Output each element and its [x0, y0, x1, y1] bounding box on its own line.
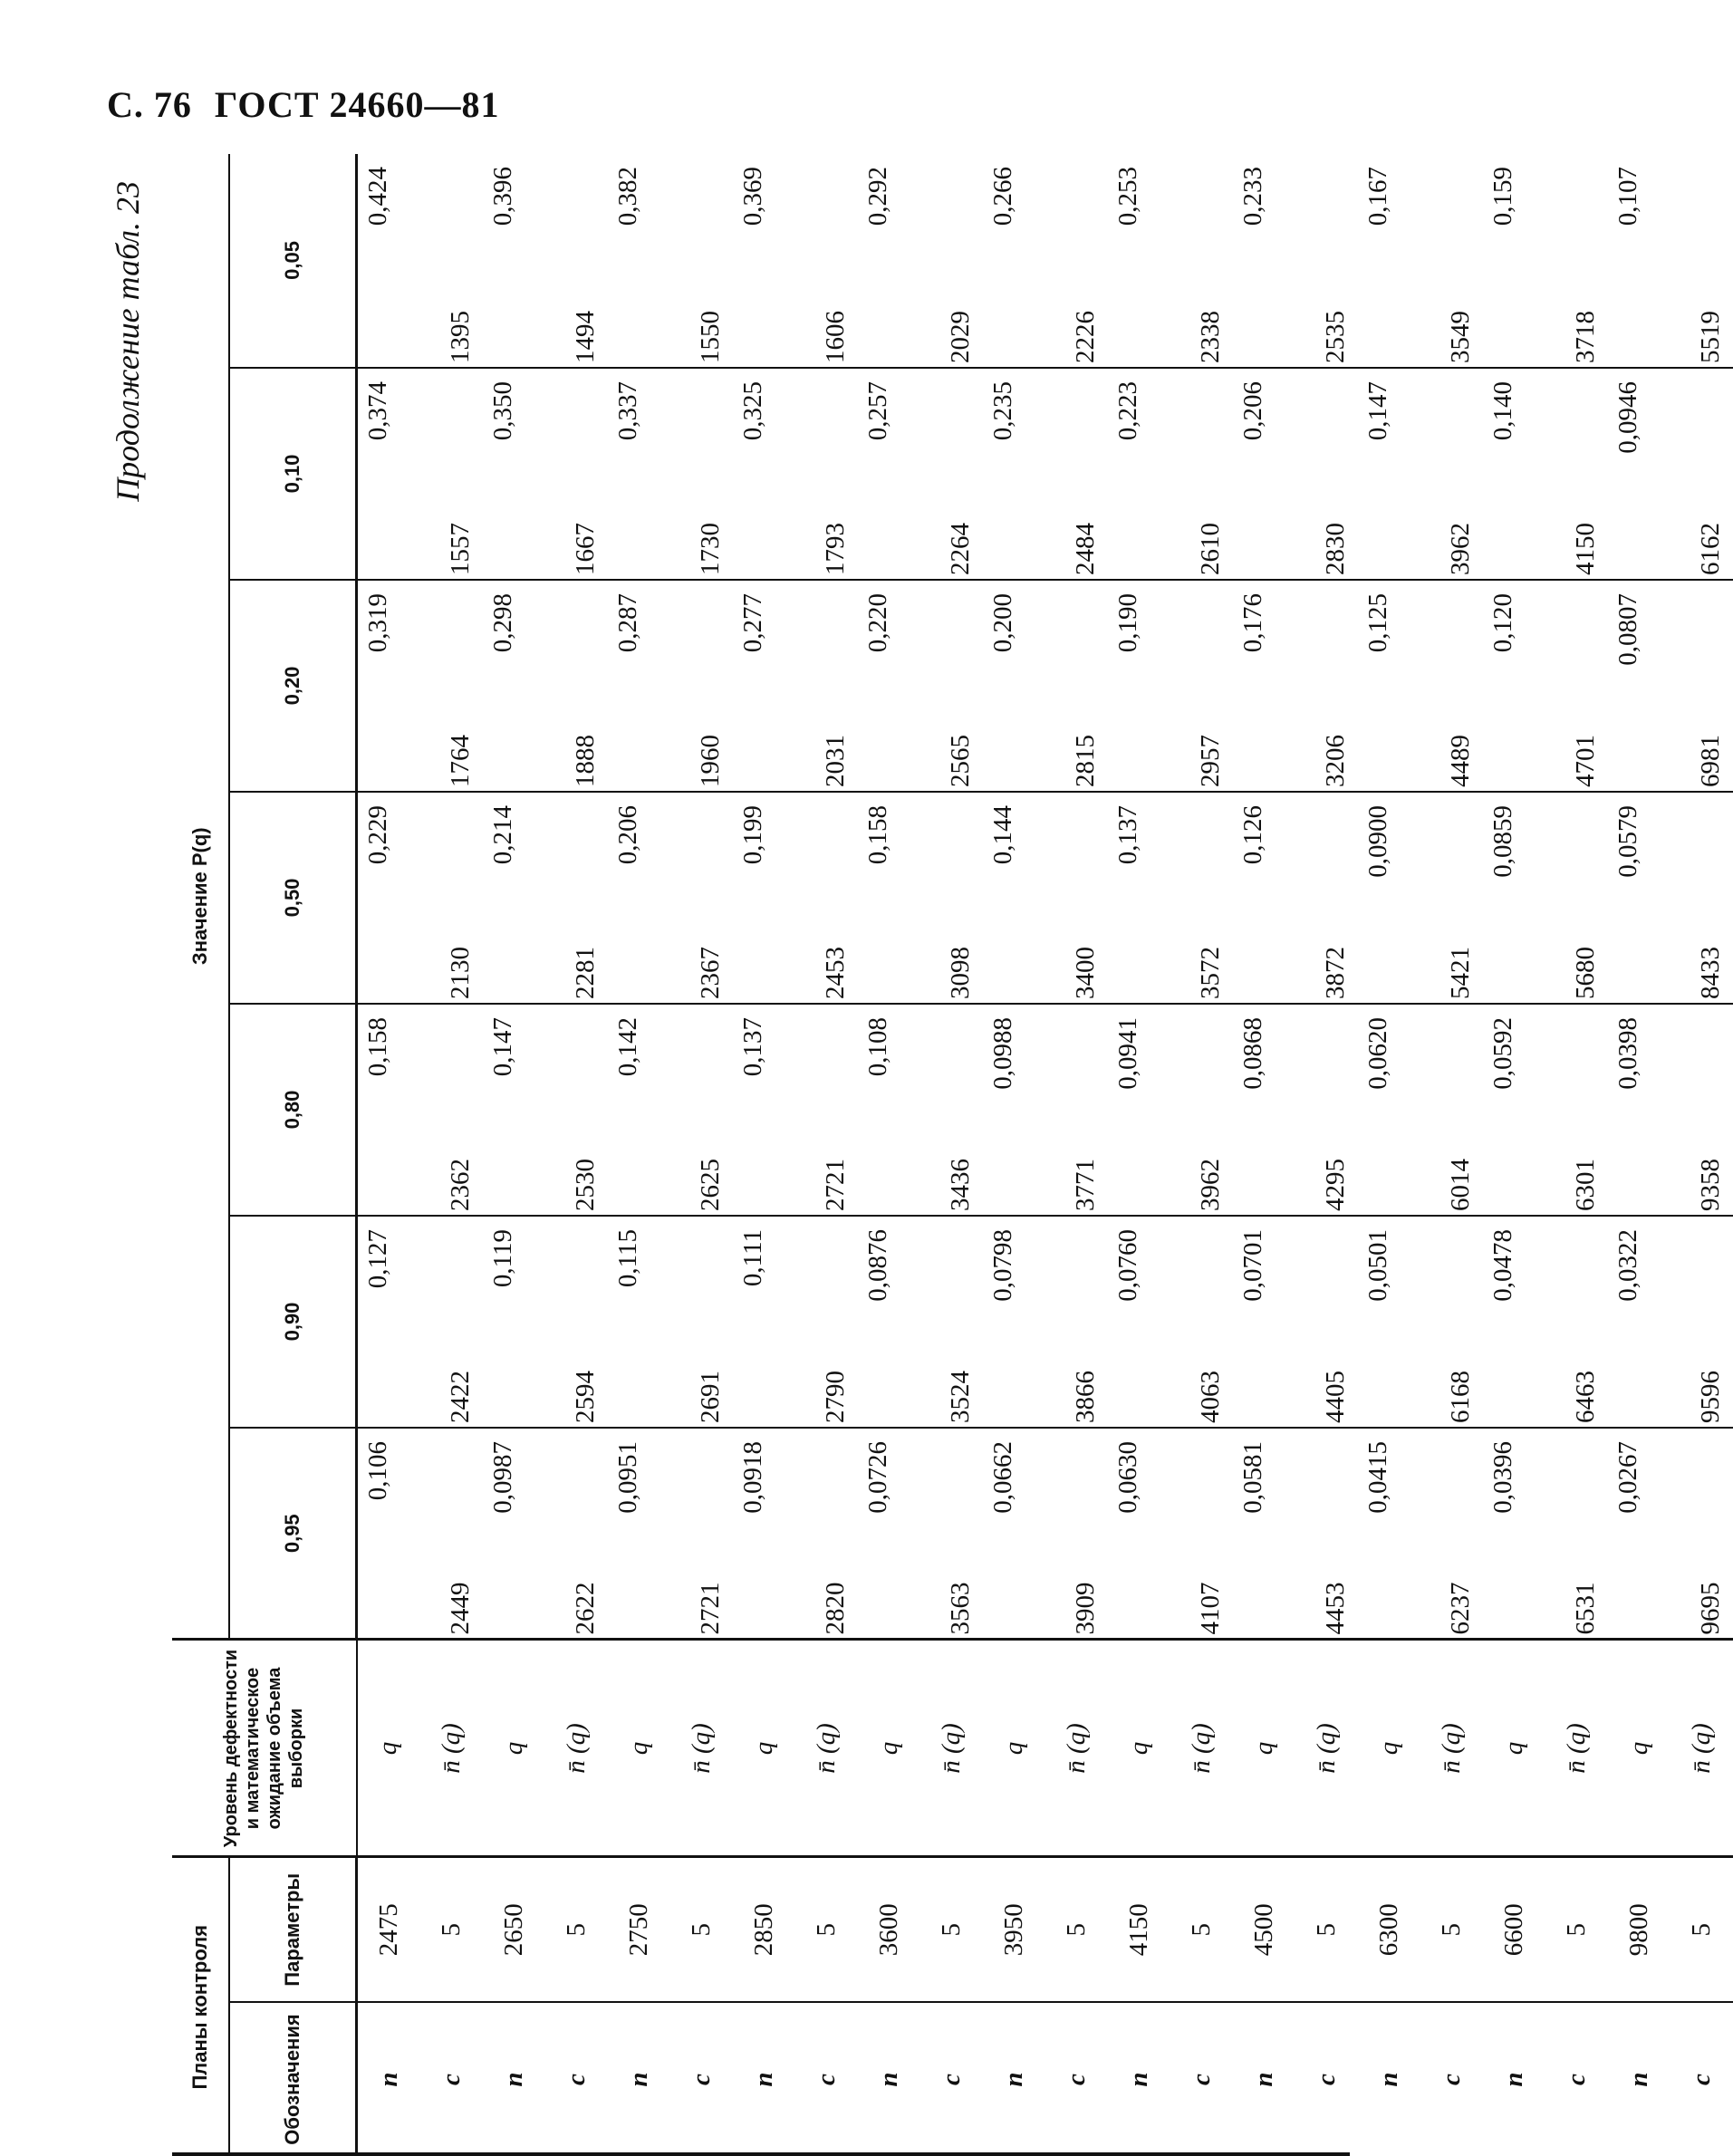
value-cell: 0,287	[608, 580, 669, 792]
designation-cell: n	[357, 2002, 420, 2156]
parameter-cell: 3950	[983, 1857, 1045, 2002]
value-cell: 0,214	[483, 792, 544, 1004]
level-cell: q	[357, 1640, 420, 1857]
value-cell: 0,159	[1483, 154, 1545, 368]
value-cell: 0,0918	[733, 1428, 794, 1640]
parameter-cell: 5	[419, 1857, 483, 2002]
parameters-header: Параметры	[229, 1857, 357, 2002]
value-cell: 0,0662	[983, 1428, 1045, 1640]
value-cell: 6463	[1545, 1216, 1608, 1428]
p-header: 0,20	[229, 580, 357, 792]
value-cell: 0,0396	[1483, 1428, 1545, 1640]
value-cell: 0,0579	[1608, 792, 1670, 1004]
parameter-cell: 5	[1670, 1857, 1733, 2002]
level-header: Уровень дефектности и математическое ожидание объема выборки	[172, 1640, 357, 1857]
level-cell: q	[483, 1640, 544, 1857]
value-cell: 4405	[1295, 1216, 1358, 1428]
value-cell: 0,137	[733, 1004, 794, 1216]
table-row	[669, 154, 733, 2156]
designation-cell: c	[1420, 2002, 1483, 2156]
value-cell: 8433	[1670, 792, 1733, 1004]
value-cell: 0,0630	[1108, 1428, 1170, 1640]
level-cell: q	[1358, 1640, 1420, 1857]
value-cell: 0,147	[483, 1004, 544, 1216]
level-cell: n̄ (q)	[794, 1640, 858, 1857]
value-cell: 6014	[1420, 1004, 1483, 1216]
value-cell: 2484	[1045, 368, 1108, 580]
value-cell: 0,369	[733, 154, 794, 368]
value-cell: 2957	[1170, 580, 1233, 792]
value-cell: 0,229	[357, 792, 420, 1004]
table-row	[483, 154, 544, 2156]
value-cell: 2790	[794, 1216, 858, 1428]
p-header: 0,90	[229, 1216, 357, 1428]
value-cell: 2622	[544, 1428, 608, 1640]
value-cell: 3563	[919, 1428, 983, 1640]
parameter-cell: 2475	[357, 1857, 420, 2002]
value-cell: 2721	[669, 1428, 733, 1640]
value-cell: 0,0941	[1108, 1004, 1170, 1216]
value-cell: 2281	[544, 792, 608, 1004]
value-cell: 0,277	[733, 580, 794, 792]
value-cell: 0,0946	[1608, 368, 1670, 580]
table-row	[419, 154, 483, 2156]
value-cell: 1606	[794, 154, 858, 368]
value-cell: 0,106	[357, 1428, 420, 1640]
table-row	[1608, 154, 1670, 2156]
value-cell: 0,0900	[1358, 792, 1420, 1004]
value-cell: 9358	[1670, 1004, 1733, 1216]
parameter-cell: 6600	[1483, 1857, 1545, 2002]
designation-cell: n	[483, 2002, 544, 2156]
designation-cell: c	[1545, 2002, 1608, 2156]
level-cell: n̄ (q)	[1170, 1640, 1233, 1857]
value-cell: 0,158	[357, 1004, 420, 1216]
value-cell: 0,140	[1483, 368, 1545, 580]
parameter-cell: 6300	[1358, 1857, 1420, 2002]
value-cell: 0,126	[1233, 792, 1295, 1004]
value-cell: 3206	[1295, 580, 1358, 792]
parameter-cell: 2650	[483, 1857, 544, 2002]
value-cell: 0,0798	[983, 1216, 1045, 1428]
value-cell: 0,0951	[608, 1428, 669, 1640]
table-row	[919, 154, 983, 2156]
parameter-cell: 5	[1170, 1857, 1233, 2002]
p-header: 0,95	[229, 1428, 357, 1640]
designation-cell: c	[669, 2002, 733, 2156]
plans-group-header: Планы контроля	[172, 1857, 229, 2156]
value-cell: 0,127	[357, 1216, 420, 1428]
value-cell: 2367	[669, 792, 733, 1004]
designation-cell: n	[1608, 2002, 1670, 2156]
value-cell: 3524	[919, 1216, 983, 1428]
value-cell: 1557	[419, 368, 483, 580]
value-cell: 2031	[794, 580, 858, 792]
value-cell: 2453	[794, 792, 858, 1004]
data-table	[172, 154, 1733, 2156]
level-cell: n̄ (q)	[919, 1640, 983, 1857]
value-cell: 0,147	[1358, 368, 1420, 580]
level-cell: n̄ (q)	[669, 1640, 733, 1857]
parameter-cell: 9800	[1608, 1857, 1670, 2002]
value-cell: 0,233	[1233, 154, 1295, 368]
level-cell: q	[1233, 1640, 1295, 1857]
table-row	[794, 154, 858, 2156]
value-cell: 0,0620	[1358, 1004, 1420, 1216]
value-cell: 4489	[1420, 580, 1483, 792]
value-cell: 2264	[919, 368, 983, 580]
level-cell: n̄ (q)	[1295, 1640, 1358, 1857]
value-cell: 3718	[1545, 154, 1608, 368]
value-cell: 4107	[1170, 1428, 1233, 1640]
designation-cell: n	[608, 2002, 669, 2156]
level-cell: q	[858, 1640, 919, 1857]
table-row	[357, 154, 420, 2156]
p-header: 0,10	[229, 368, 357, 580]
value-cell: 0,319	[357, 580, 420, 792]
parameter-cell: 5	[669, 1857, 733, 2002]
designation-cell: n	[733, 2002, 794, 2156]
level-cell: q	[983, 1640, 1045, 1857]
value-cell: 4701	[1545, 580, 1608, 792]
value-cell: 2338	[1170, 154, 1233, 368]
value-cell: 1793	[794, 368, 858, 580]
designation-cell: n	[1233, 2002, 1295, 2156]
page-number: С. 76	[107, 84, 192, 125]
value-cell: 5680	[1545, 792, 1608, 1004]
value-cell: 3771	[1045, 1004, 1108, 1216]
value-cell: 1395	[419, 154, 483, 368]
table-caption: Продолжение табл. 23	[109, 181, 147, 502]
designation-cell: c	[919, 2002, 983, 2156]
table-row	[1295, 154, 1358, 2156]
value-cell: 0,0322	[1608, 1216, 1670, 1428]
value-cell: 3962	[1420, 368, 1483, 580]
p-header: 0,05	[229, 154, 357, 368]
value-cell: 0,0701	[1233, 1216, 1295, 1428]
p-header: 0,80	[229, 1004, 357, 1216]
value-cell: 0,176	[1233, 580, 1295, 792]
value-cell: 0,298	[483, 580, 544, 792]
value-cell: 0,0581	[1233, 1428, 1295, 1640]
parameter-cell: 5	[794, 1857, 858, 2002]
value-cell: 0,0478	[1483, 1216, 1545, 1428]
parameter-cell: 4500	[1233, 1857, 1295, 2002]
value-cell: 2691	[669, 1216, 733, 1428]
parameter-cell: 5	[544, 1857, 608, 2002]
value-cell: 0,199	[733, 792, 794, 1004]
value-cell: 0,266	[983, 154, 1045, 368]
designation-header: Обозначения	[229, 2002, 357, 2156]
value-cell: 1764	[419, 580, 483, 792]
value-cell: 3572	[1170, 792, 1233, 1004]
value-cell: 0,0267	[1608, 1428, 1670, 1640]
level-cell: n̄ (q)	[1545, 1640, 1608, 1857]
value-cell: 9695	[1670, 1428, 1733, 1640]
value-cell: 3962	[1170, 1004, 1233, 1216]
value-cell: 6981	[1670, 580, 1733, 792]
level-cell: q	[733, 1640, 794, 1857]
value-cell: 3549	[1420, 154, 1483, 368]
table-row	[858, 154, 919, 2156]
parameter-cell: 4150	[1108, 1857, 1170, 2002]
value-cell: 6162	[1670, 368, 1733, 580]
table-row	[1358, 154, 1420, 2156]
parameter-cell: 2750	[608, 1857, 669, 2002]
parameter-cell: 5	[1045, 1857, 1108, 2002]
value-cell: 0,223	[1108, 368, 1170, 580]
value-cell: 4295	[1295, 1004, 1358, 1216]
parameter-cell: 5	[919, 1857, 983, 2002]
value-cell: 0,257	[858, 368, 919, 580]
value-cell: 0,396	[483, 154, 544, 368]
value-cell: 0,206	[608, 792, 669, 1004]
designation-cell: n	[858, 2002, 919, 2156]
value-cell: 2820	[794, 1428, 858, 1640]
parameter-cell: 3600	[858, 1857, 919, 2002]
value-cell: 4453	[1295, 1428, 1358, 1640]
value-cell: 0,0415	[1358, 1428, 1420, 1640]
value-cell: 2449	[419, 1428, 483, 1640]
value-cell: 3909	[1045, 1428, 1108, 1640]
parameter-cell: 5	[1545, 1857, 1608, 2002]
value-cell: 0,0726	[858, 1428, 919, 1640]
value-cell: 4150	[1545, 368, 1608, 580]
value-cell: 1888	[544, 580, 608, 792]
rotated-table-container	[109, 154, 1350, 2156]
value-cell: 2625	[669, 1004, 733, 1216]
table-row	[1420, 154, 1483, 2156]
value-cell: 2362	[419, 1004, 483, 1216]
table-row	[544, 154, 608, 2156]
table-row	[733, 154, 794, 2156]
table-row	[1108, 154, 1170, 2156]
value-cell: 0,220	[858, 580, 919, 792]
value-cell: 3866	[1045, 1216, 1108, 1428]
designation-cell: c	[1045, 2002, 1108, 2156]
value-cell: 6301	[1545, 1004, 1608, 1216]
value-cell: 1730	[669, 368, 733, 580]
value-cell: 0,0868	[1233, 1004, 1295, 1216]
designation-cell: c	[1670, 2002, 1733, 2156]
value-cell: 0,142	[608, 1004, 669, 1216]
value-cell: 9596	[1670, 1216, 1733, 1428]
value-cell: 0,0592	[1483, 1004, 1545, 1216]
value-cell: 0,190	[1108, 580, 1170, 792]
value-cell: 6168	[1420, 1216, 1483, 1428]
level-cell: q	[1483, 1640, 1545, 1857]
value-cell: 0,125	[1358, 580, 1420, 792]
standard-title: ГОСТ 24660—81	[215, 84, 500, 125]
designation-cell: n	[983, 2002, 1045, 2156]
value-cell: 0,108	[858, 1004, 919, 1216]
value-cell: 0,0398	[1608, 1004, 1670, 1216]
table-row	[1045, 154, 1108, 2156]
designation-cell: c	[419, 2002, 483, 2156]
value-cell: 0,167	[1358, 154, 1420, 368]
value-cell: 6237	[1420, 1428, 1483, 1640]
table-row	[1483, 154, 1545, 2156]
level-cell: n̄ (q)	[1670, 1640, 1733, 1857]
page-header	[107, 83, 513, 126]
value-cell: 0,0876	[858, 1216, 919, 1428]
table-row	[1670, 154, 1733, 2156]
value-cell: 2530	[544, 1004, 608, 1216]
value-cell: 0,119	[483, 1216, 544, 1428]
level-cell: q	[1108, 1640, 1170, 1857]
value-cell: 0,382	[608, 154, 669, 368]
value-cell: 0,200	[983, 580, 1045, 792]
value-cell: 0,120	[1483, 580, 1545, 792]
parameter-cell: 5	[1295, 1857, 1358, 2002]
value-cell: 0,292	[858, 154, 919, 368]
value-cell: 0,235	[983, 368, 1045, 580]
value-cell: 0,0501	[1358, 1216, 1420, 1428]
designation-cell: c	[794, 2002, 858, 2156]
designation-cell: n	[1108, 2002, 1170, 2156]
value-cell: 3400	[1045, 792, 1108, 1004]
value-cell: 2721	[794, 1004, 858, 1216]
value-cell: 0,0760	[1108, 1216, 1170, 1428]
value-cell: 0,158	[858, 792, 919, 1004]
value-cell: 1667	[544, 368, 608, 580]
designation-cell: n	[1358, 2002, 1420, 2156]
value-cell: 0,111	[733, 1216, 794, 1428]
value-cell: 4063	[1170, 1216, 1233, 1428]
value-cell: 0,137	[1108, 792, 1170, 1004]
designation-cell: n	[1483, 2002, 1545, 2156]
parameter-cell: 2850	[733, 1857, 794, 2002]
value-cell: 2594	[544, 1216, 608, 1428]
value-cell: 2226	[1045, 154, 1108, 368]
value-cell: 2029	[919, 154, 983, 368]
level-cell: n̄ (q)	[1045, 1640, 1108, 1857]
table-row	[1170, 154, 1233, 2156]
value-cell: 2535	[1295, 154, 1358, 368]
value-cell: 0,350	[483, 368, 544, 580]
value-cell: 0,107	[1608, 154, 1670, 368]
value-cell: 5519	[1670, 154, 1733, 368]
table-body	[357, 154, 1733, 2156]
table-row	[983, 154, 1045, 2156]
value-cell: 0,0807	[1608, 580, 1670, 792]
value-cell: 3872	[1295, 792, 1358, 1004]
designation-cell: c	[544, 2002, 608, 2156]
value-group-header: Значение P(q)	[172, 154, 229, 1640]
level-cell: n̄ (q)	[419, 1640, 483, 1857]
level-cell: q	[608, 1640, 669, 1857]
level-cell: n̄ (q)	[1420, 1640, 1483, 1857]
value-cell: 2830	[1295, 368, 1358, 580]
value-cell: 0,253	[1108, 154, 1170, 368]
value-cell: 5421	[1420, 792, 1483, 1004]
value-cell: 0,0859	[1483, 792, 1545, 1004]
value-cell: 6531	[1545, 1428, 1608, 1640]
value-cell: 0,0987	[483, 1428, 544, 1640]
value-cell: 1960	[669, 580, 733, 792]
level-cell: n̄ (q)	[544, 1640, 608, 1857]
value-cell: 0,0988	[983, 1004, 1045, 1216]
value-cell: 3098	[919, 792, 983, 1004]
value-cell: 2130	[419, 792, 483, 1004]
value-cell: 0,206	[1233, 368, 1295, 580]
level-cell: q	[1608, 1640, 1670, 1857]
value-cell: 2815	[1045, 580, 1108, 792]
table-row	[608, 154, 669, 2156]
value-cell: 2565	[919, 580, 983, 792]
value-cell: 0,424	[357, 154, 420, 368]
table-row	[1545, 154, 1608, 2156]
value-cell: 0,325	[733, 368, 794, 580]
value-cell: 0,115	[608, 1216, 669, 1428]
value-cell: 0,337	[608, 368, 669, 580]
designation-cell: c	[1295, 2002, 1358, 2156]
value-cell: 1494	[544, 154, 608, 368]
parameter-cell: 5	[1420, 1857, 1483, 2002]
value-cell: 0,374	[357, 368, 420, 580]
value-cell: 2610	[1170, 368, 1233, 580]
designation-cell: c	[1170, 2002, 1233, 2156]
value-cell: 2422	[419, 1216, 483, 1428]
p-header: 0,50	[229, 792, 357, 1004]
value-cell: 3436	[919, 1004, 983, 1216]
value-cell: 0,144	[983, 792, 1045, 1004]
table-row	[1233, 154, 1295, 2156]
value-cell: 1550	[669, 154, 733, 368]
